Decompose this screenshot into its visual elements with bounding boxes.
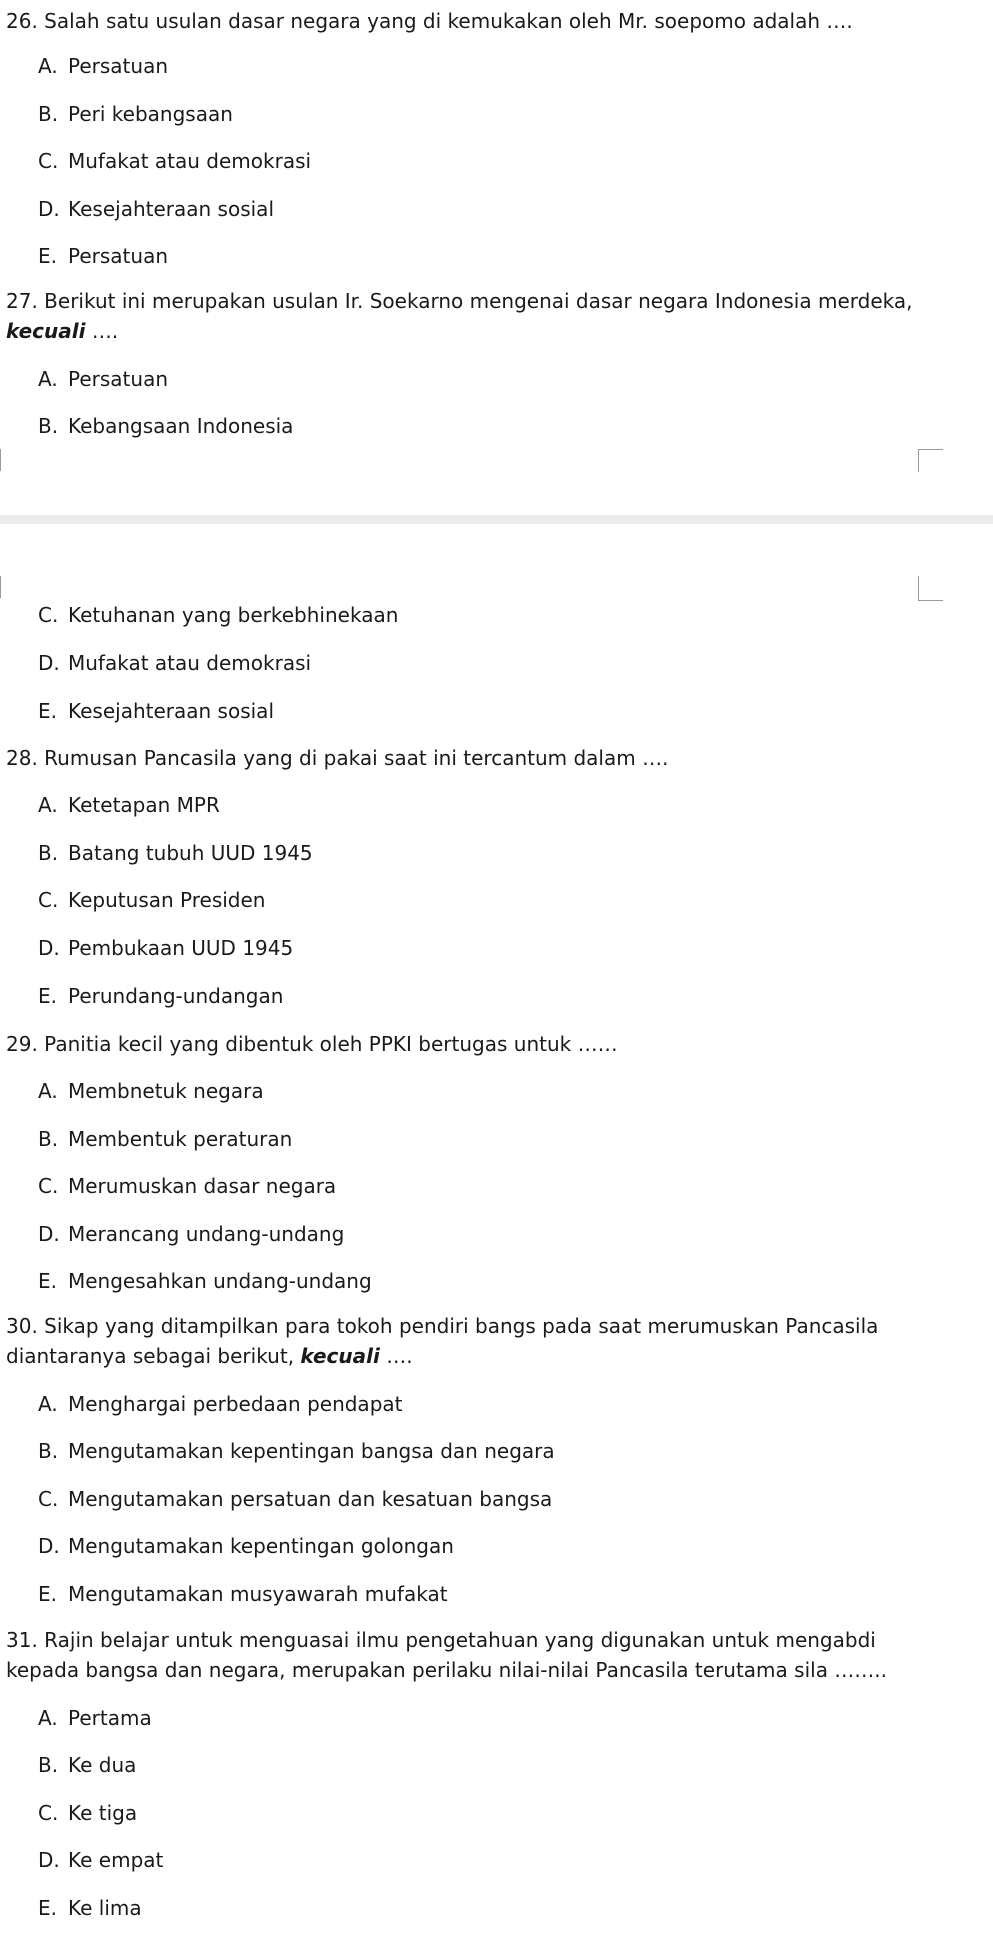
option-28-b xyxy=(38,838,313,868)
option-text: Peri kebangsaan xyxy=(68,102,233,126)
question-31 xyxy=(6,1625,936,1685)
question-emphasis: kecuali xyxy=(6,319,86,343)
option-text: Pertama xyxy=(68,1706,152,1730)
page-break-gap xyxy=(0,515,993,524)
option-letter: C. xyxy=(38,1174,59,1198)
question-number: 30. xyxy=(6,1314,38,1338)
option-text: Ke tiga xyxy=(68,1801,138,1825)
option-text: Membentuk peraturan xyxy=(68,1127,293,1151)
option-text: Mufakat atau demokrasi xyxy=(68,149,312,173)
option-letter: E. xyxy=(38,1582,57,1606)
option-31-e xyxy=(38,1893,142,1923)
option-text: Persatuan xyxy=(68,54,168,78)
question-text: Berikut ini merupakan usulan Ir. Soekarno mengenai dasar negara Indonesia merdeka, xyxy=(44,289,913,313)
option-29-a xyxy=(38,1076,264,1106)
option-26-d xyxy=(38,194,274,224)
option-28-a xyxy=(38,790,220,820)
question-number: 31. xyxy=(6,1628,38,1652)
option-30-e xyxy=(38,1579,448,1609)
option-26-b xyxy=(38,99,233,129)
option-letter: B. xyxy=(38,414,59,438)
option-text: Pembukaan UUD 1945 xyxy=(68,936,294,960)
option-27-b xyxy=(38,411,293,441)
option-letter: E. xyxy=(38,244,57,268)
option-letter: B. xyxy=(38,1753,59,1777)
question-tail: …. xyxy=(91,319,119,343)
option-29-e xyxy=(38,1266,372,1296)
option-text: Merumuskan dasar negara xyxy=(68,1174,337,1198)
option-letter: D. xyxy=(38,936,60,960)
option-29-d xyxy=(38,1219,344,1249)
option-letter: E. xyxy=(38,1269,57,1293)
option-28-d xyxy=(38,933,293,963)
question-text: Sikap yang ditampilkan para tokoh pendiri bangs pada saat merumuskan Pancasila diantaranya sebagai berikut, xyxy=(6,1314,879,1368)
option-letter: E. xyxy=(38,984,57,1008)
option-29-c xyxy=(38,1171,336,1201)
option-text: Batang tubuh UUD 1945 xyxy=(68,841,313,865)
question-27 xyxy=(6,286,936,346)
option-letter: A. xyxy=(38,54,58,78)
question-number: 27. xyxy=(6,289,38,313)
option-31-b xyxy=(38,1750,136,1780)
option-letter: C. xyxy=(38,149,59,173)
option-text: Ke lima xyxy=(68,1896,142,1920)
option-text: Perundang-undangan xyxy=(68,984,284,1008)
question-text: Rumusan Pancasila yang di pakai saat ini tercantum dalam …. xyxy=(44,746,669,770)
option-letter: B. xyxy=(38,1127,59,1151)
option-28-e xyxy=(38,981,283,1011)
option-letter: C. xyxy=(38,1487,59,1511)
question-26 xyxy=(6,6,936,36)
question-number: 26. xyxy=(6,9,38,33)
question-30 xyxy=(6,1311,936,1371)
option-letter: D. xyxy=(38,197,60,221)
option-letter: A. xyxy=(38,1392,58,1416)
option-30-b xyxy=(38,1436,555,1466)
page-margin-mark xyxy=(0,449,1,471)
question-text: Rajin belajar untuk menguasai ilmu pengetahuan yang digunakan untuk mengabdi kepada bangsa dan negara, merupakan perilaku nilai-nilai Pancasila terutama sila …….. xyxy=(6,1628,888,1682)
page-margin-mark xyxy=(0,576,1,598)
option-letter: A. xyxy=(38,367,58,391)
option-letter: C. xyxy=(38,1801,59,1825)
option-text: Menghargai perbedaan pendapat xyxy=(68,1392,403,1416)
page-corner-mark xyxy=(918,449,943,472)
option-letter: D. xyxy=(38,1534,60,1558)
option-text: Mengutamakan persatuan dan kesatuan bangsa xyxy=(68,1487,553,1511)
option-letter: D. xyxy=(38,1222,60,1246)
option-text: Mengutamakan musyawarah mufakat xyxy=(68,1582,448,1606)
page-corner-mark xyxy=(918,576,943,601)
option-31-c xyxy=(38,1798,137,1828)
option-text: Membnetuk negara xyxy=(68,1079,264,1103)
option-letter: C. xyxy=(38,888,59,912)
option-31-a xyxy=(38,1703,152,1733)
option-letter: D. xyxy=(38,651,60,675)
option-text: Mengutamakan kepentingan golongan xyxy=(68,1534,454,1558)
option-letter: B. xyxy=(38,1439,59,1463)
question-29 xyxy=(6,1029,936,1059)
option-text: Mengutamakan kepentingan bangsa dan negara xyxy=(68,1439,555,1463)
question-number: 28. xyxy=(6,746,38,770)
option-text: Mengesahkan undang-undang xyxy=(68,1269,372,1293)
question-text: Panitia kecil yang dibentuk oleh PPKI bertugas untuk …… xyxy=(44,1032,618,1056)
option-letter: E. xyxy=(38,699,57,723)
question-tail: …. xyxy=(386,1344,413,1368)
option-text: Ketuhanan yang berkebhinekaan xyxy=(68,603,399,627)
option-letter: A. xyxy=(38,793,58,817)
option-letter: C. xyxy=(38,603,59,627)
option-30-c xyxy=(38,1484,552,1514)
option-text: Ke empat xyxy=(68,1848,164,1872)
option-27-d xyxy=(38,648,311,678)
option-text: Persatuan xyxy=(68,244,168,268)
option-31-d xyxy=(38,1845,163,1875)
option-letter: A. xyxy=(38,1079,58,1103)
question-28 xyxy=(6,743,936,773)
option-text: Kesejahteraan sosial xyxy=(68,197,274,221)
option-letter: E. xyxy=(38,1896,57,1920)
question-number: 29. xyxy=(6,1032,38,1056)
option-26-a xyxy=(38,51,168,81)
option-27-c xyxy=(38,600,398,630)
option-26-c xyxy=(38,146,311,176)
option-text: Ketetapan MPR xyxy=(68,793,220,817)
option-30-d xyxy=(38,1531,454,1561)
option-text: Persatuan xyxy=(68,367,168,391)
option-letter: B. xyxy=(38,102,59,126)
option-28-c xyxy=(38,885,265,915)
option-text: Kebangsaan Indonesia xyxy=(68,414,294,438)
option-letter: B. xyxy=(38,841,59,865)
option-27-e xyxy=(38,696,274,726)
question-text: Salah satu usulan dasar negara yang di kemukakan oleh Mr. soepomo adalah …. xyxy=(44,9,853,33)
option-27-a xyxy=(38,364,168,394)
option-26-e xyxy=(38,241,168,271)
option-text: Merancang undang-undang xyxy=(68,1222,345,1246)
option-text: Keputusan Presiden xyxy=(68,888,266,912)
option-letter: D. xyxy=(38,1848,60,1872)
question-emphasis: kecuali xyxy=(300,1344,380,1368)
option-30-a xyxy=(38,1389,402,1419)
option-letter: A. xyxy=(38,1706,58,1730)
option-29-b xyxy=(38,1124,292,1154)
option-text: Ke dua xyxy=(68,1753,137,1777)
option-text: Kesejahteraan sosial xyxy=(68,699,274,723)
option-text: Mufakat atau demokrasi xyxy=(68,651,312,675)
